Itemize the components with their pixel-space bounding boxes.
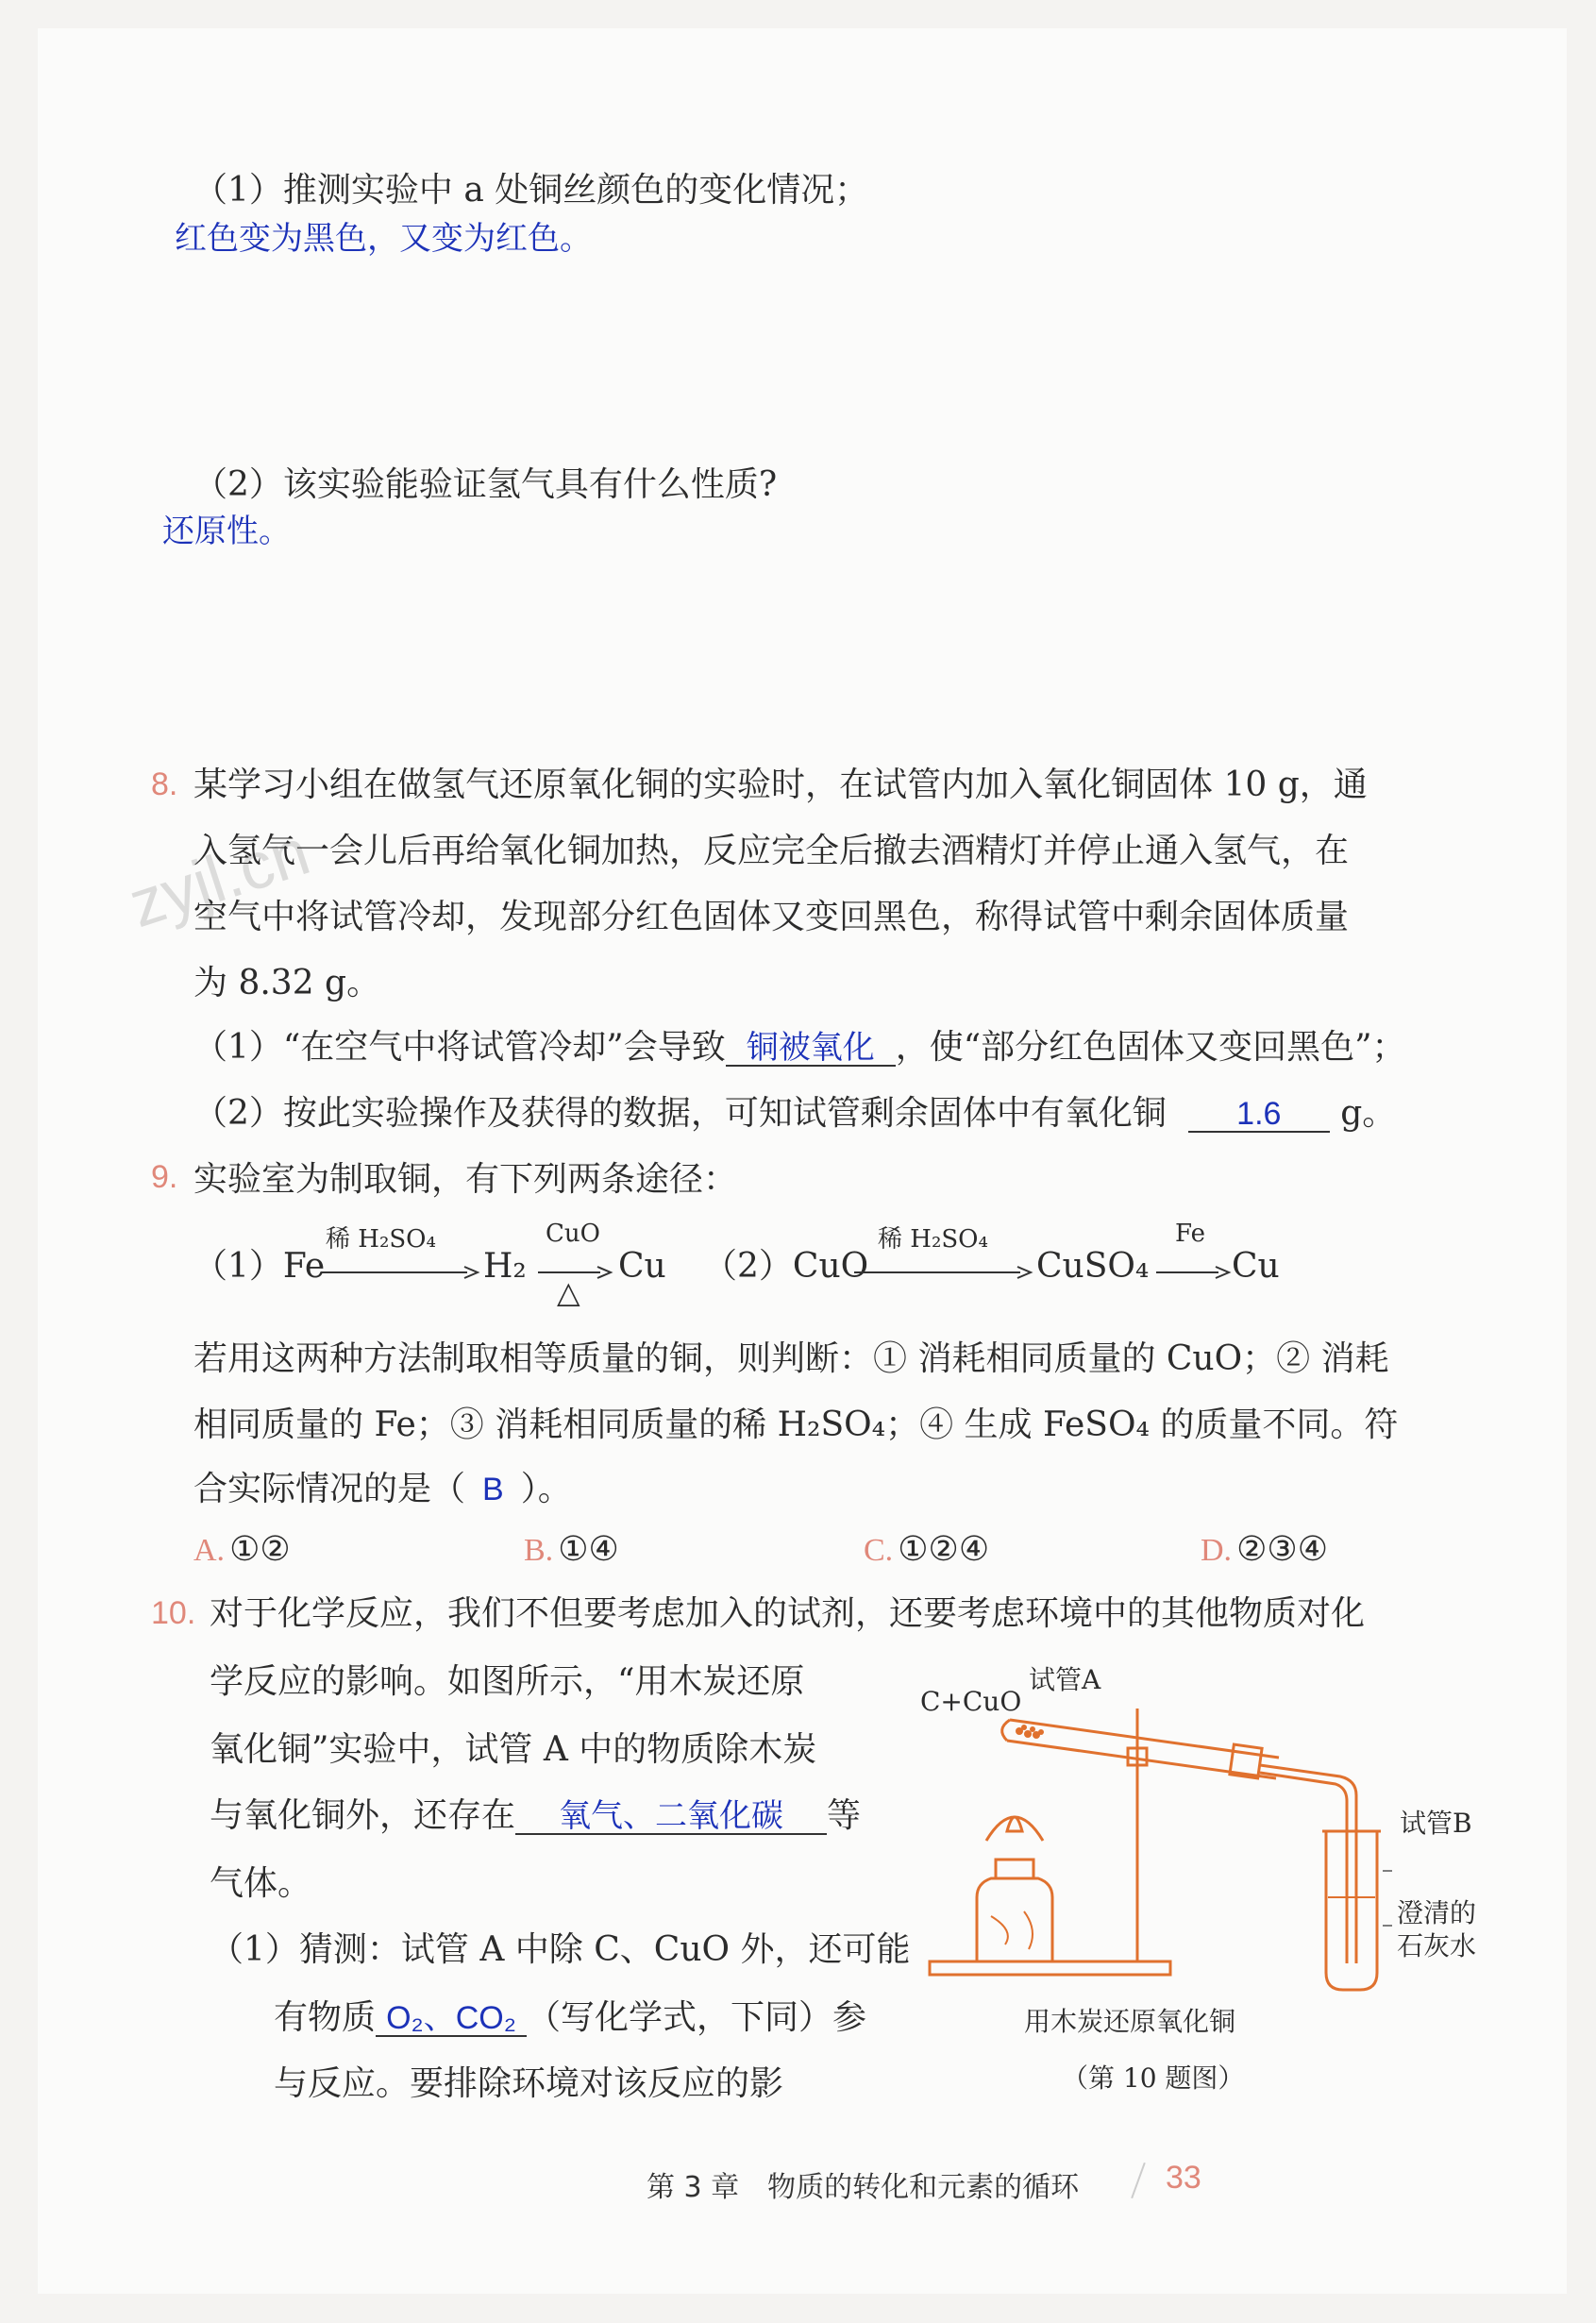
q9-intro: 实验室为制取铜，有下列两条途径： <box>193 1160 738 1199</box>
q9-line3-pre: 合实际情况的是（ <box>193 1470 466 1508</box>
q9-route1-arrow1 <box>321 1265 472 1283</box>
q8-line3: 空气中将试管冷却，发现部分红色固体又变回黑色，称得试管中剩余固体质量 <box>193 898 1350 936</box>
q10-sub1-line2-post: （写化学式，下同）参 <box>527 1998 867 2037</box>
q9-line1: 若用这两种方法制取相等质量的铜，则判断：① 消耗相同质量的 CuO；② 消耗 <box>193 1339 1389 1378</box>
lamp-neck <box>996 1860 1033 1878</box>
q9-option-a-text: ①② <box>229 1530 291 1569</box>
figure-label-tube-b: 试管B <box>1400 1808 1472 1839</box>
q10-line4-answer: 氧气、二氧化碳 <box>559 1798 784 1834</box>
q9-route1-end: Cu <box>618 1247 666 1286</box>
q10-sub1-line2-pre: 有物质 <box>274 1998 377 2037</box>
watermark: zyjl.cn <box>120 814 318 942</box>
q8-sub2-answer: 1.6 <box>1236 1096 1282 1132</box>
q9-option-b <box>524 1529 619 1571</box>
stand-base <box>930 1961 1170 1975</box>
q10-line3: 氧化铜”实验中，试管 A 中的物质除木炭 <box>210 1730 817 1769</box>
q10-apparatus-figure <box>920 1664 1477 2001</box>
q10-number: 10. <box>151 1595 196 1631</box>
lamp-hatch <box>991 1911 1033 1949</box>
figure-label-lime-1: 澄清的 <box>1397 1897 1477 1928</box>
q9-route1-heat-label: △ <box>557 1274 580 1310</box>
q9-route2-arrow2 <box>1156 1265 1232 1283</box>
tube-a-bottom <box>1007 1741 1276 1778</box>
figure-label-lime-2: 石灰水 <box>1397 1930 1477 1961</box>
q8-sub2-post: g。 <box>1340 1094 1397 1133</box>
q10-sub1-answer: O₂、CO₂ <box>386 2000 516 2036</box>
q9-option-a <box>193 1529 291 1571</box>
q9-option-d-letter: D. <box>1201 1533 1233 1568</box>
q9-route1-start: （1）Fe <box>193 1247 326 1286</box>
q9-line2: 相同质量的 Fe；③ 消耗相同质量的稀 H₂SO₄；④ 生成 FeSO₄ 的质量不同。符 <box>193 1406 1399 1444</box>
q9-route1-arrow1-label: 稀 H₂SO₄ <box>326 1225 436 1254</box>
q10-sub1-line1: （1）猜测：试管 A 中除 C、CuO 外，还可能 <box>210 1930 911 1969</box>
delivery-tube-inner <box>1260 1773 1347 1963</box>
q9-line3 <box>193 1469 572 1510</box>
q9-option-b-text: ①④ <box>558 1530 619 1569</box>
q8-line1: 某学习小组在做氢气还原氧化铜的实验时，在试管内加入氧化铜固体 10 g，通 <box>193 766 1368 804</box>
q9-route2-mid: CuSO₄ <box>1036 1247 1150 1286</box>
q10-line4-blank <box>515 1795 827 1835</box>
q8-sub2 <box>193 1093 1396 1135</box>
figure-caption: 用木炭还原氧化铜 <box>1024 2006 1236 2037</box>
q10-line4-pre: 与氧化铜外，还存在 <box>210 1796 516 1835</box>
q8-line4: 为 8.32 g。 <box>193 964 381 1002</box>
q8-sub1-answer: 铜被氧化 <box>746 1030 875 1066</box>
q9-route2-arrow2-label: Fe <box>1175 1220 1206 1248</box>
q10-line1: 对于化学反应，我们不但要考虑加入的试剂，还要考虑环境中的其他物质对化 <box>210 1594 1366 1633</box>
q9-route2-arrow1 <box>854 1265 1033 1283</box>
page-number: 33 <box>1166 2160 1201 2196</box>
q10-line4-post: 等 <box>827 1796 862 1835</box>
q8-sub1 <box>193 1027 1406 1069</box>
q7-sub2-answer: 还原性。 <box>162 513 291 549</box>
q9-answer: B <box>482 1472 504 1507</box>
q9-option-d <box>1201 1529 1328 1571</box>
tube-a-end <box>1002 1720 1010 1741</box>
powder-mix <box>1016 1725 1044 1739</box>
q9-option-a-letter: A. <box>193 1533 226 1568</box>
delivery-tube-outer <box>1260 1765 1356 1963</box>
figure-label-tube-a: 试管A <box>1029 1664 1101 1695</box>
figure-label-mix: C+CuO <box>920 1686 1022 1717</box>
q9-option-c <box>864 1529 989 1571</box>
figure-number: （第 10 题图） <box>1062 2062 1245 2094</box>
q7-sub1-answer: 红色变为黑色，又变为红色。 <box>175 221 592 257</box>
q10-line4 <box>210 1795 861 1837</box>
q10-sub1-blank <box>376 1997 527 2037</box>
q8-sub1-post: ，使“部分红色固体又变回黑色”； <box>895 1028 1406 1067</box>
tube-b <box>1326 1831 1377 1990</box>
q9-route1-arrow2-label: CuO <box>546 1220 600 1248</box>
q9-number: 9. <box>151 1159 178 1195</box>
q9-route2-end: Cu <box>1232 1247 1280 1286</box>
tube-a-top <box>1010 1720 1279 1758</box>
q9-route1-mid: H₂ <box>483 1247 527 1286</box>
q9-route2-start: （2）CuO <box>703 1247 869 1286</box>
q8-sub1-pre: （1）“在空气中将试管冷却”会导致 <box>193 1028 726 1067</box>
q7-sub1-question: （1）推测实验中 a 处铜丝颜色的变化情况； <box>193 171 869 210</box>
q10-sub1-line2 <box>274 1997 866 2039</box>
q9-option-b-letter: B. <box>524 1533 554 1568</box>
q8-line2: 入氢气一会儿后再给氧化铜加热，反应完全后撤去酒精灯并停止通入氢气，在 <box>193 832 1350 870</box>
q9-option-d-text: ②③④ <box>1236 1530 1328 1569</box>
q9-option-c-text: ①②④ <box>898 1530 990 1569</box>
q9-line3-post: ）。 <box>520 1470 572 1508</box>
q10-line5: 气体。 <box>210 1864 312 1903</box>
q7-sub2-question: （2）该实验能验证氢气具有什么性质? <box>193 465 778 504</box>
lamp-body <box>977 1878 1052 1961</box>
q8-sub1-blank <box>726 1027 896 1067</box>
q10-line2: 学反应的影响。如图所示，“用木炭还原 <box>210 1662 805 1701</box>
apparatus-drawing <box>920 1690 1468 2001</box>
q8-sub2-blank <box>1188 1093 1330 1133</box>
q9-route2-arrow1-label: 稀 H₂SO₄ <box>878 1225 988 1254</box>
q9-option-c-letter: C. <box>864 1533 894 1568</box>
q10-sub1-line3: 与反应。要排除环境对该反应的影 <box>274 2064 784 2103</box>
footer-chapter: 第 3 章 物质的转化和元素的循环 <box>647 2171 1080 2204</box>
lamp-flame-shield <box>986 1817 1043 1841</box>
q8-number: 8. <box>151 766 178 802</box>
q8-sub2-pre: （2）按此实验操作及获得的数据，可知试管剩余固体中有氧化铜 <box>193 1094 1167 1133</box>
